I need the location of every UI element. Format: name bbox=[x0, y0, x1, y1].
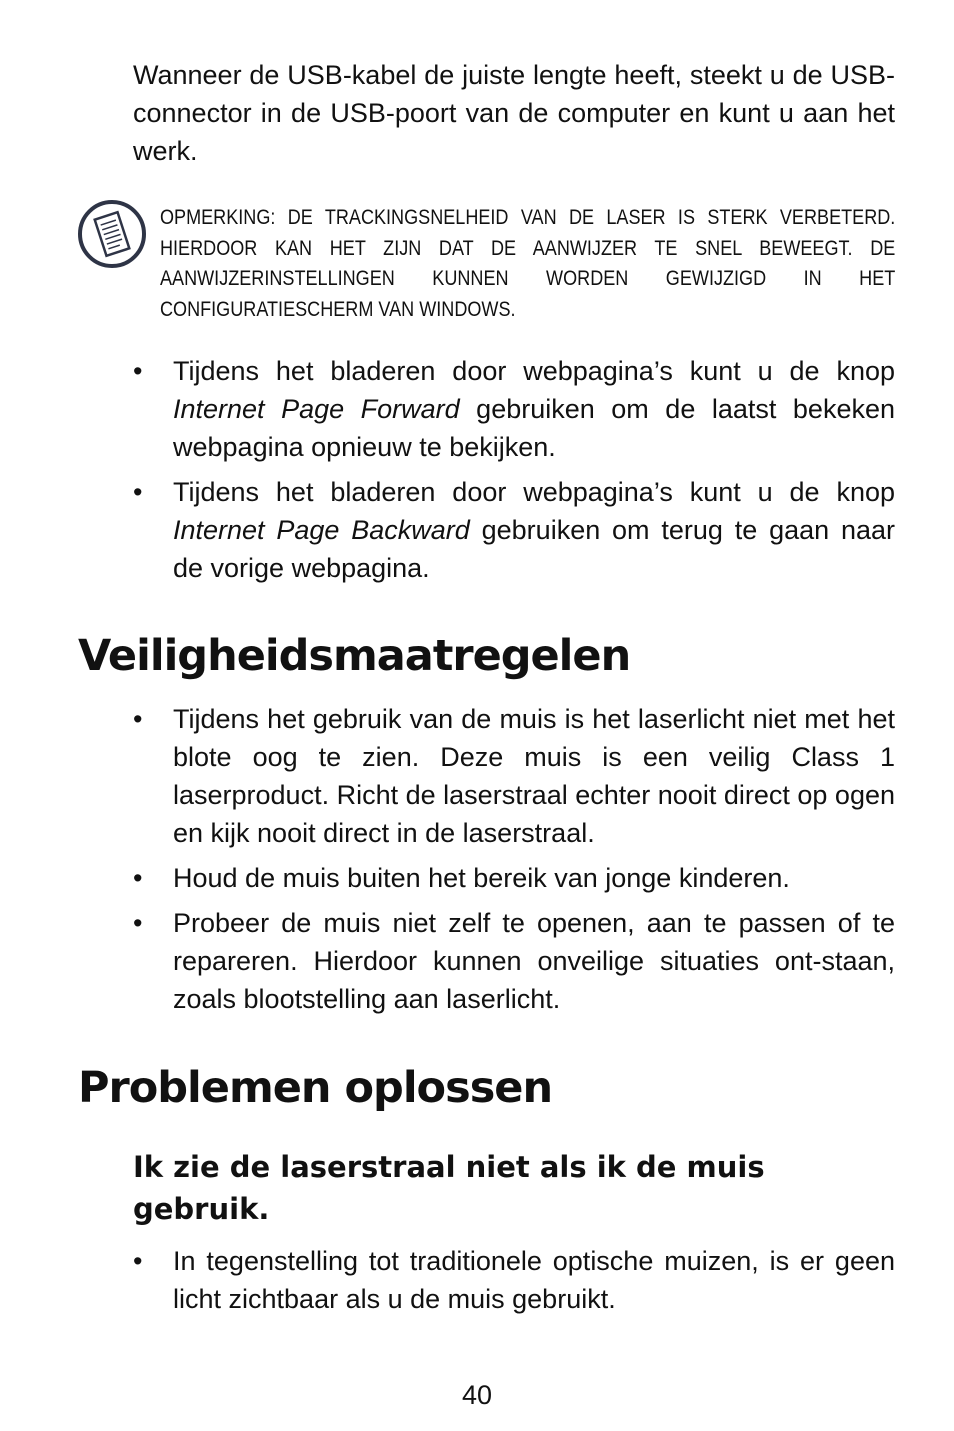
note-text: OPMERKING: DE TRACKINGSNELHEID VAN DE LASER IS STERK VERBETERD. HIERDOOR KAN HET ZIJN DAT DE AANWIJZER TE SNEL BEWEEGT. DE AANWIJZERINSTELLINGEN KUNNEN WORDEN GEWIJZIGD IN HET CONFIGURATIESCHERM VAN WINDOWS. bbox=[160, 206, 896, 321]
list-item-text: In tegenstelling tot traditionele optische muizen, is er geen licht zichtbaar als u de muis gebruikt. bbox=[173, 1246, 895, 1314]
bullet: • bbox=[133, 477, 143, 507]
list-item-text: gebruiken om de laatst bekeken webpagina opnieuw te bekijken. bbox=[173, 394, 895, 462]
list-item-text: Houd de muis buiten het bereik van jonge kinderen. bbox=[173, 863, 790, 893]
troubleshooting-list bbox=[133, 1242, 895, 1318]
browse-list bbox=[133, 352, 895, 587]
safety-list bbox=[133, 700, 895, 1018]
list-item-text: Probeer de muis niet zelf te openen, aan te passen of te repareren. Hierdoor kunnen onveilige situaties ont-staan, zoals blootstelling aan laserlicht. bbox=[173, 908, 895, 1014]
bullet: • bbox=[133, 908, 143, 938]
list-item-text: gebruiken om terug te gaan naar de vorige webpagina. bbox=[173, 515, 895, 583]
notepad-icon bbox=[78, 200, 146, 268]
bullet: • bbox=[133, 1246, 143, 1276]
bullet: • bbox=[133, 704, 143, 734]
bullet: • bbox=[133, 863, 143, 893]
list-item-text: Tijdens het bladeren door webpagina’s kunt u de knop bbox=[173, 477, 895, 507]
button-name: Internet Page Forward bbox=[173, 394, 460, 424]
page-number: 40 bbox=[461, 1380, 493, 1410]
section-heading-troubleshooting: Problemen oplossen bbox=[78, 1063, 553, 1113]
bullet: • bbox=[133, 356, 143, 386]
list-item-text: Tijdens het bladeren door webpagina’s kunt u de knop bbox=[173, 356, 895, 386]
list-item bbox=[133, 904, 895, 1018]
list-item bbox=[133, 700, 895, 852]
section-heading-safety: Veiligheidsmaatregelen bbox=[78, 631, 631, 681]
intro-paragraph: Wanneer de USB-kabel de juiste lengte heeft, steekt u de USB-connector in de USB-poort van de computer en kunt u aan het werk. bbox=[133, 60, 895, 166]
button-name: Internet Page Backward bbox=[173, 515, 470, 545]
list-item bbox=[133, 1242, 895, 1318]
list-item bbox=[133, 859, 895, 897]
list-item-text: Tijdens het gebruik van de muis is het laserlicht niet met het blote oog te zien. Deze muis is een veilig Class 1 laserproduct. Richt de laserstraal echter nooit direct op ogen en kijk nooit direct in de laserstraal. bbox=[173, 704, 895, 848]
troubleshooting-subheading: Ik zie de laserstraal niet als ik de muis gebruik. bbox=[133, 1150, 765, 1226]
list-item bbox=[133, 352, 895, 466]
list-item bbox=[133, 473, 895, 587]
